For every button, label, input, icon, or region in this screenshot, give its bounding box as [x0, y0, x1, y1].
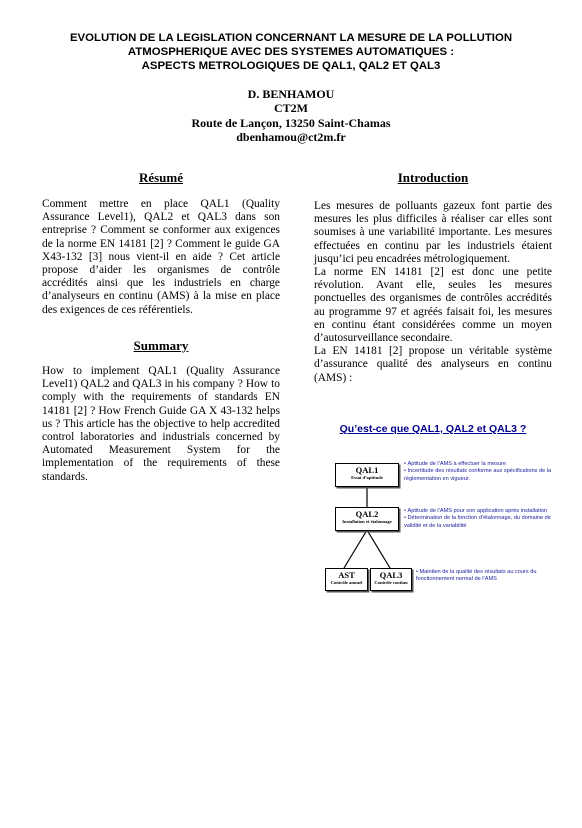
intro-paragraph-1: Les mesures de polluants gazeux font partie des mesures les plus difficiles à réaliser car elles sont soumises à une variabilité importante. Les mesures effectuées en continu par les industriels étaient jusqu’ici peu encadrées métrologiquement.	[314, 200, 552, 265]
qal1-label: QAL1	[355, 465, 379, 475]
qal3-note-1: • Maintien de la qualité des résultats au cours du fonctionnement normal de l’AMS	[416, 569, 561, 584]
qal1-notes	[404, 461, 564, 483]
qal1-sublabel: Essai d’aptitude	[351, 475, 383, 480]
paper-title	[40, 31, 542, 73]
qal1-box	[335, 463, 399, 487]
qal2-notes	[404, 508, 568, 530]
qal2-label: QAL2	[355, 509, 379, 519]
resume-heading: Résumé	[138, 170, 184, 185]
resume-text: Comment mettre en place QAL1 (Quality Assurance Level1), QAL2 et QAL3 dans son entreprise ? Comment se conformer aux exigences de la norme EN 14181 [2] ? Comment le guide GA X43-132 [3] nous vient-il en aide ? Cet article propose d’aider les organismes de contrôle accrédités ainsi que les industriels en charge d’analyseurs en continu (AMS) à la mise en place des exigences de ces référentiels.	[42, 198, 280, 316]
qal1-note-2: • Incertitude des résultats conforme aux spécifications de la réglementation en vigueur.	[404, 468, 564, 483]
title-line-1: EVOLUTION DE LA LEGISLATION CONCERNANT LA MESURE DE LA POLLUTION	[69, 32, 513, 44]
summary-heading: Summary	[133, 338, 189, 353]
title-line-3: ASPECTS METROLOGIQUES DE QAL1, QAL2 ET QAL3	[141, 60, 441, 72]
qal3-notes	[416, 569, 561, 584]
intro-paragraph-2: La norme EN 14181 [2] est donc une petite révolution. Avant elle, seules les mesures ponctuelles des organismes de contrôles accrédités au programme 97 et agréés faisait foi, les mesures en continu étant considérées comme un moyen d’autosurveillance secondaire.	[314, 266, 552, 345]
summary-text: How to implement QAL1 (Quality Assurance Level1) QAL2 and QAL3 in his company ? How to comply with the requirements of standards EN 14181 [2] ? How French Guide GA X 43-132 helps us ? This article has the objective to help accredited control laboratories and industrials concerned by Automated Measurement System for the implementation of the requirements of these standards.	[42, 365, 280, 483]
qal2-note-1: • Aptitude de l’AMS pour son application après installation	[404, 508, 568, 515]
qal1-note-1: • Aptitude de l’AMS à effectuer la mesure	[404, 461, 564, 468]
qal2-note-2: • Détermination de la fonction d’étalonnage, du domaine de validité et de la variabilité	[404, 515, 568, 530]
ast-label: AST	[338, 570, 355, 580]
author-name: D. BENHAMOU	[247, 87, 335, 101]
qal2-box	[335, 507, 399, 531]
diagram-title: Qu’est-ce que QAL1, QAL2 et QAL3 ?	[339, 423, 527, 435]
author-address: Route de Lançon, 13250 Saint-Chamas	[191, 115, 391, 130]
author-organization: CT2M	[274, 101, 308, 116]
author-email: dbenhamou@ct2m.fr	[236, 129, 346, 144]
intro-paragraph-3: La EN 14181 [2] propose un véritable système d’assurance qualité des analyseurs en continu (AMS) :	[314, 345, 552, 384]
qal3-box	[370, 568, 412, 591]
qal2-sublabel: Installation et étalonnage	[342, 519, 392, 524]
qal3-label: QAL3	[379, 570, 403, 580]
ast-box	[325, 568, 368, 591]
title-line-2: ATMOSPHERIQUE AVEC DES SYSTEMES AUTOMATIQUES :	[127, 46, 455, 58]
connector-qal2-ast	[344, 530, 367, 568]
introduction-text	[314, 200, 552, 385]
introduction-heading: Introduction	[397, 170, 469, 185]
qal3-sublabel: Contrôle continu	[374, 580, 408, 585]
author-block	[40, 87, 542, 144]
connector-qal2-qal3	[367, 530, 390, 568]
ast-sublabel: Contrôle annuel	[330, 580, 363, 585]
